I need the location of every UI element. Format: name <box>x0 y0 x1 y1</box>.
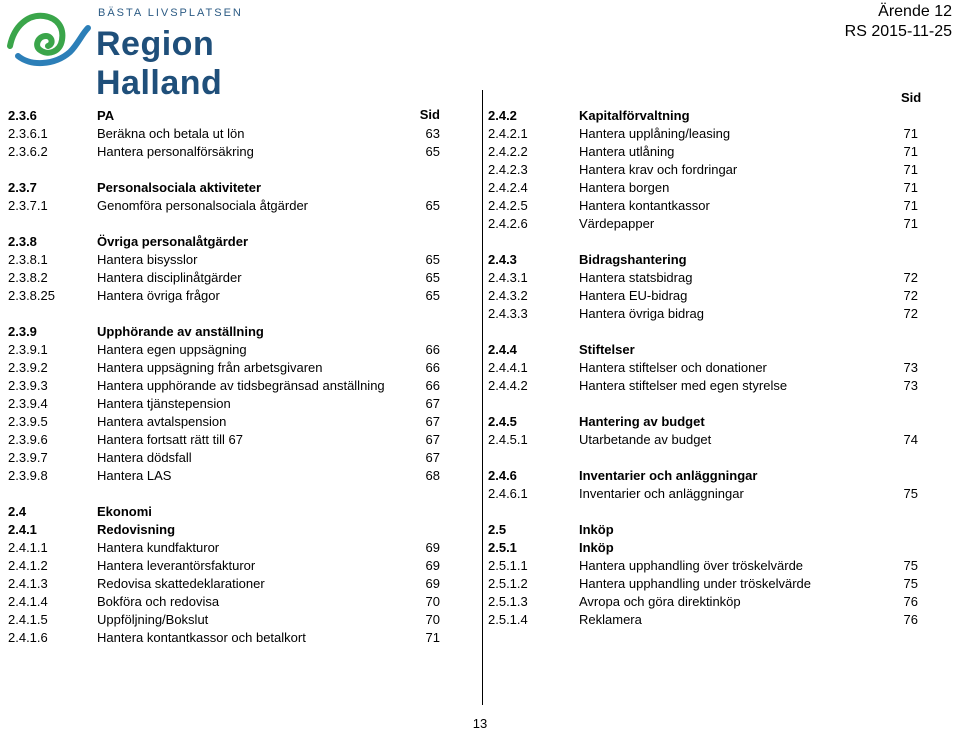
toc-number: 2.4.4.2 <box>488 378 528 393</box>
toc-entry <box>0 467 470 485</box>
toc-title: Hantera krav och fordringar <box>579 162 738 177</box>
toc-number: 2.3.6.2 <box>8 144 48 159</box>
toc-title: Hantera borgen <box>579 180 670 195</box>
toc-section-heading <box>478 539 960 557</box>
toc-number: 2.4.6 <box>488 468 517 483</box>
toc-entry <box>0 359 470 377</box>
toc-entry <box>0 431 470 449</box>
toc-entry <box>0 539 470 557</box>
toc-number: 2.4.1.5 <box>8 612 48 627</box>
toc-title: Hantera kontantkassor och betalkort <box>97 630 306 645</box>
page-number: 13 <box>472 716 488 731</box>
toc-entry <box>478 575 960 593</box>
toc-title: Beräkna och betala ut lön <box>97 126 245 141</box>
toc-page: 71 <box>903 126 918 141</box>
toc-entry <box>478 125 960 143</box>
toc-title: Hantera disciplinåtgärder <box>97 270 242 285</box>
toc-entry <box>478 431 960 449</box>
toc-title: Reklamera <box>579 612 642 627</box>
halland-coast-logo-icon <box>4 6 92 70</box>
toc-entry <box>478 377 960 395</box>
toc-title: Övriga personalåtgärder <box>97 234 248 249</box>
toc-number: 2.4.3.1 <box>488 270 528 285</box>
toc-title: Hantera upphandling över tröskelvärde <box>579 558 804 573</box>
toc-title: Kapitalförvaltning <box>579 108 690 123</box>
toc-page: 67 <box>425 450 440 465</box>
toc-entry <box>0 341 470 359</box>
toc-title: Hantera upphandling under tröskelvärde <box>579 576 811 591</box>
toc-page: 68 <box>425 468 440 483</box>
toc-title: Hantering av budget <box>579 414 705 429</box>
toc-title: Bokföra och redovisa <box>97 594 220 609</box>
toc-title: Utarbetande av budget <box>579 432 712 447</box>
toc-page: 67 <box>425 396 440 411</box>
toc-number: 2.4.3 <box>488 252 517 267</box>
toc-page: 72 <box>903 270 918 285</box>
toc-title: Hantera egen uppsägning <box>97 342 247 357</box>
sid-header-left: Sid <box>419 107 440 122</box>
spacer <box>0 305 470 323</box>
document-header <box>845 2 952 42</box>
toc-title: Hantera bisysslor <box>97 252 198 267</box>
toc-page: 70 <box>425 612 440 627</box>
logo-name: Region Halland <box>96 25 223 102</box>
toc-page: 73 <box>903 360 918 375</box>
toc-number: 2.4.4.1 <box>488 360 528 375</box>
toc-title: Värdepapper <box>579 216 655 231</box>
toc-number: 2.3.9 <box>8 324 37 339</box>
toc-entry <box>478 269 960 287</box>
toc-entry <box>0 251 470 269</box>
toc-page: 75 <box>903 486 918 501</box>
spacer <box>478 503 960 521</box>
toc-right-column <box>478 107 960 629</box>
toc-number: 2.3.9.3 <box>8 378 48 393</box>
toc-number: 2.4.2.6 <box>488 216 528 231</box>
toc-title: Hantera dödsfall <box>97 450 192 465</box>
toc-title: PA <box>97 108 115 123</box>
toc-number: 2.4.1.1 <box>8 540 48 555</box>
toc-number: 2.3.9.1 <box>8 342 48 357</box>
toc-number: 2.4.1.2 <box>8 558 48 573</box>
toc-title: Ekonomi <box>97 504 152 519</box>
toc-number: 2.4.2.4 <box>488 180 528 195</box>
toc-page: 69 <box>425 558 440 573</box>
logo-tagline: BÄSTA LIVSPLATSEN <box>98 7 243 19</box>
toc-page: 67 <box>425 414 440 429</box>
toc-page: 65 <box>425 198 440 213</box>
toc-number: 2.4.5.1 <box>488 432 528 447</box>
toc-page: 71 <box>903 144 918 159</box>
toc-page: 67 <box>425 432 440 447</box>
toc-entry <box>0 611 470 629</box>
toc-title: Hantera EU-bidrag <box>579 288 688 303</box>
toc-title: Hantera kontantkassor <box>579 198 710 213</box>
toc-section-heading <box>478 521 960 539</box>
toc-number: 2.4.1.3 <box>8 576 48 591</box>
toc-title: Inventarier och anläggningar <box>579 486 744 501</box>
toc-page: 65 <box>425 270 440 285</box>
toc-section-heading <box>478 413 960 431</box>
toc-title: Personalsociala aktiviteter <box>97 180 262 195</box>
toc-section-heading <box>478 341 960 359</box>
toc-page: 66 <box>425 378 440 393</box>
toc-title: Hantera leverantörsfakturor <box>97 558 256 573</box>
arende-label: Ärende 12 <box>878 3 952 20</box>
toc-entry <box>0 449 470 467</box>
toc-page: 76 <box>903 612 918 627</box>
region-halland-logo <box>0 0 290 102</box>
toc-number: 2.5.1 <box>488 540 517 555</box>
toc-page: 71 <box>903 162 918 177</box>
toc-number: 2.4.3.3 <box>488 306 528 321</box>
toc-page: 65 <box>425 144 440 159</box>
toc-title: Hantera kundfakturor <box>97 540 220 555</box>
toc-entry <box>0 575 470 593</box>
toc-number: 2.3.9.6 <box>8 432 48 447</box>
toc-title: Avropa och göra direktinköp <box>579 594 741 609</box>
toc-number: 2.4.3.2 <box>488 288 528 303</box>
toc-title: Hantera LAS <box>97 468 172 483</box>
toc-entry <box>478 611 960 629</box>
toc-entry <box>478 287 960 305</box>
toc-entry <box>0 629 470 647</box>
toc-page: 71 <box>903 198 918 213</box>
toc-number: 2.3.7.1 <box>8 198 48 213</box>
toc-number: 2.4.2.5 <box>488 198 528 213</box>
toc-section-heading <box>0 323 470 341</box>
toc-title: Inköp <box>579 540 614 555</box>
toc-entry <box>478 305 960 323</box>
spacer <box>0 215 470 233</box>
toc-page: 69 <box>425 540 440 555</box>
toc-number: 2.3.8.2 <box>8 270 48 285</box>
toc-entry <box>478 557 960 575</box>
toc-number: 2.3.9.8 <box>8 468 48 483</box>
toc-entry <box>0 197 470 215</box>
toc-entry <box>0 557 470 575</box>
toc-number: 2.4.1.6 <box>8 630 48 645</box>
spacer <box>0 485 470 503</box>
rs-label: RS 2015-11-25 <box>844 23 952 40</box>
toc-number: 2.4.1 <box>8 522 37 537</box>
toc-number: 2.3.9.4 <box>8 396 48 411</box>
toc-title: Upphörande av anställning <box>97 324 264 339</box>
toc-page: 71 <box>903 180 918 195</box>
toc-entry <box>0 125 470 143</box>
toc-title: Hantera övriga bidrag <box>579 306 705 321</box>
toc-page: 76 <box>903 594 918 609</box>
toc-title: Uppföljning/Bokslut <box>97 612 209 627</box>
toc-entry <box>478 359 960 377</box>
toc-entry <box>478 215 960 233</box>
toc-title: Hantera statsbidrag <box>579 270 693 285</box>
toc-section-heading <box>478 107 960 125</box>
toc-number: 2.5.1.2 <box>488 576 528 591</box>
toc-entry <box>0 593 470 611</box>
toc-number: 2.5.1.4 <box>488 612 528 627</box>
toc-page: 71 <box>425 630 440 645</box>
toc-title: Hantera uppsägning från arbetsgivaren <box>97 360 323 375</box>
toc-section-heading <box>0 521 470 539</box>
toc-number: 2.5 <box>488 522 507 537</box>
toc-entry <box>0 395 470 413</box>
toc-page: 66 <box>425 342 440 357</box>
spacer <box>478 395 960 413</box>
toc-number: 2.4.4 <box>488 342 517 357</box>
toc-entry <box>0 413 470 431</box>
toc-page: 70 <box>425 594 440 609</box>
toc-entry <box>0 269 470 287</box>
toc-number: 2.5.1.3 <box>488 594 528 609</box>
toc-page: 72 <box>903 306 918 321</box>
toc-number: 2.3.9.7 <box>8 450 48 465</box>
toc-title: Hantera stiftelser med egen styrelse <box>579 378 788 393</box>
toc-title: Redovisa skattedeklarationer <box>97 576 265 591</box>
spacer <box>478 323 960 341</box>
toc-page: 66 <box>425 360 440 375</box>
toc-section-heading <box>0 503 470 521</box>
toc-number: 2.3.6 <box>8 108 37 123</box>
toc-number: 2.4.2.3 <box>488 162 528 177</box>
toc-number: 2.3.8 <box>8 234 37 249</box>
toc-number: 2.4.5 <box>488 414 517 429</box>
toc-entry <box>0 143 470 161</box>
toc-number: 2.3.6.1 <box>8 126 48 141</box>
toc-title: Hantera upphörande av tidsbegränsad anställning <box>97 378 385 393</box>
toc-title: Inventarier och anläggningar <box>579 468 758 483</box>
toc-entry <box>478 485 960 503</box>
toc-title: Stiftelser <box>579 342 635 357</box>
toc-entry <box>478 143 960 161</box>
toc-page: 65 <box>425 288 440 303</box>
toc-number: 2.3.9.5 <box>8 414 48 429</box>
toc-page: 74 <box>903 432 918 447</box>
toc-entry <box>478 593 960 611</box>
toc-page: 75 <box>903 558 918 573</box>
spacer <box>0 161 470 179</box>
toc-title: Hantera övriga frågor <box>97 288 220 303</box>
toc-left-column <box>0 107 470 647</box>
toc-title: Hantera avtalspension <box>97 414 227 429</box>
toc-title: Genomföra personalsociala åtgärder <box>97 198 309 213</box>
toc-number: 2.4.6.1 <box>488 486 528 501</box>
toc-title: Hantera utlåning <box>579 144 675 159</box>
toc-page: 73 <box>903 378 918 393</box>
toc-entry <box>0 287 470 305</box>
toc-number: 2.4 <box>8 504 27 519</box>
sid-header-right: Sid <box>901 90 922 105</box>
toc-number: 2.3.7 <box>8 180 37 195</box>
toc-title: Hantera fortsatt rätt till 67 <box>97 432 243 447</box>
toc-entry <box>478 197 960 215</box>
toc-page: 65 <box>425 252 440 267</box>
toc-entry <box>478 179 960 197</box>
toc-title: Hantera tjänstepension <box>97 396 231 411</box>
spacer <box>478 233 960 251</box>
toc-page: 69 <box>425 576 440 591</box>
toc-number: 2.4.2 <box>488 108 517 123</box>
toc-page: 75 <box>903 576 918 591</box>
toc-number: 2.3.9.2 <box>8 360 48 375</box>
toc-section-heading <box>0 233 470 251</box>
toc-section-heading <box>478 251 960 269</box>
toc-number: 2.4.2.1 <box>488 126 528 141</box>
toc-title: Hantera upplåning/leasing <box>579 126 731 141</box>
toc-section-heading <box>0 107 470 125</box>
toc-title: Redovisning <box>97 522 176 537</box>
toc-title: Hantera stiftelser och donationer <box>579 360 767 375</box>
toc-entry <box>0 377 470 395</box>
toc-page: 63 <box>425 126 440 141</box>
toc-title: Hantera personalförsäkring <box>97 144 254 159</box>
toc-number: 2.3.8.1 <box>8 252 48 267</box>
toc-page: 72 <box>903 288 918 303</box>
toc-number: 2.3.8.25 <box>8 288 55 303</box>
toc-section-heading <box>478 467 960 485</box>
toc-page: 71 <box>903 216 918 231</box>
toc-title: Inköp <box>579 522 614 537</box>
toc-title: Bidragshantering <box>579 252 687 267</box>
spacer <box>478 449 960 467</box>
toc-number: 2.4.1.4 <box>8 594 48 609</box>
toc-number: 2.4.2.2 <box>488 144 528 159</box>
toc-section-heading <box>0 179 470 197</box>
toc-number: 2.5.1.1 <box>488 558 528 573</box>
toc-entry <box>478 161 960 179</box>
